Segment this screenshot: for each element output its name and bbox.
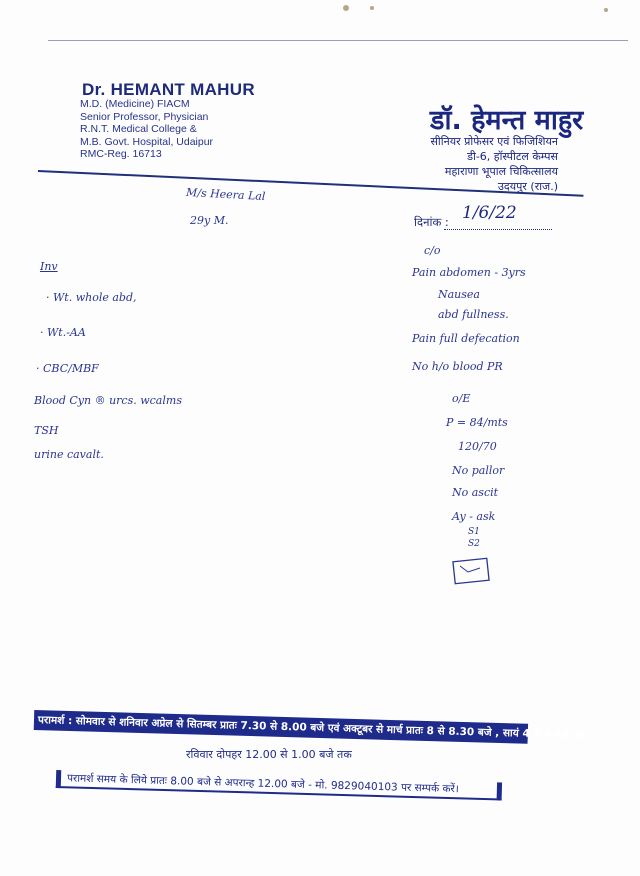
note-right: No pallor [452, 464, 505, 477]
top-rule [48, 40, 628, 41]
note-left: urine cavalt. [34, 448, 104, 461]
doctor-credentials-hi [390, 134, 558, 194]
note-right: Nausea [438, 288, 480, 301]
note-left: · CBC/MBF [36, 362, 99, 375]
patient-age: 29y M. [190, 214, 229, 227]
note-right: S2 [468, 539, 480, 549]
date-label: दिनांक : [414, 215, 449, 229]
credential-line-hi: महाराणा भूपाल चिकित्सालय [444, 165, 558, 178]
date-value: 1/6/22 [462, 203, 517, 223]
paper-speck [343, 5, 349, 11]
note-right: abd fullness. [438, 308, 509, 321]
note-right: Ay - ask [452, 510, 496, 523]
date-dotted-line [444, 229, 552, 230]
note-right: No h/o blood PR [412, 360, 503, 373]
note-left: · Wt. whole abd, [46, 291, 137, 304]
credential-line-hi: डी-6, हॉस्पीटल केम्पस [467, 150, 558, 163]
patient-name: M/s Heera Lal [185, 185, 266, 204]
paper-speck [604, 8, 608, 12]
consultation-hours-bar: परामर्श : सोमवार से शनिवार अप्रेल से सितम्बर प्रातः 7.30 से 8.00 बजे एवं अक्टूबर से मार्च प्रातः 8 से 8.30 बजे , सायं 4 से 6 बजे तक [34, 710, 528, 744]
doctor-credentials-en [80, 98, 213, 161]
note-right: o/E [452, 392, 471, 405]
contact-line: परामर्श समय के लिये प्रातः 8.00 बजे से अपरान्ह 12.00 बजे - मो. 9829040103 पर सम्पर्क करें। [56, 770, 502, 800]
note-right: S1 [468, 527, 480, 537]
note-right: Pain abdomen - 3yrs [412, 266, 526, 279]
note-right: P = 84/mts [446, 416, 508, 429]
note-left: Blood Cyn ® urcs. wcalms [34, 394, 182, 407]
note-right: No ascit [452, 486, 499, 499]
abdomen-sketch [450, 556, 494, 586]
credential-line-hi: उदयपुर (राज.) [497, 180, 558, 193]
credential-line: R.N.T. Medical College & [80, 123, 197, 135]
doctor-name-en: Dr. HEMANT MAHUR [82, 80, 255, 99]
credential-line-hi: सीनियर प्रोफेसर एवं फिजिशियन [430, 135, 558, 148]
sunday-hours: रविवार दोपहर 12.00 से 1.00 बजे तक [186, 748, 352, 761]
paper-speck [370, 6, 374, 10]
note-right: 120/70 [458, 440, 497, 453]
credential-line: Senior Professor, Physician [80, 110, 209, 123]
note-left: TSH [34, 424, 59, 437]
note-left: · Wt.-AA [40, 326, 86, 339]
note-right: Pain full defecation [412, 332, 520, 345]
credential-line: M.D. (Medicine) FIACM [80, 98, 190, 110]
doctor-name-hi: डॉ. हेमन्त माहुर [430, 105, 584, 136]
credential-line: M.B. Govt. Hospital, Udaipur [80, 135, 214, 148]
note-right: c/o [424, 244, 441, 257]
note-investigations-heading: Inv [40, 260, 58, 273]
credential-line: RMC-Reg. 16713 [80, 148, 162, 160]
